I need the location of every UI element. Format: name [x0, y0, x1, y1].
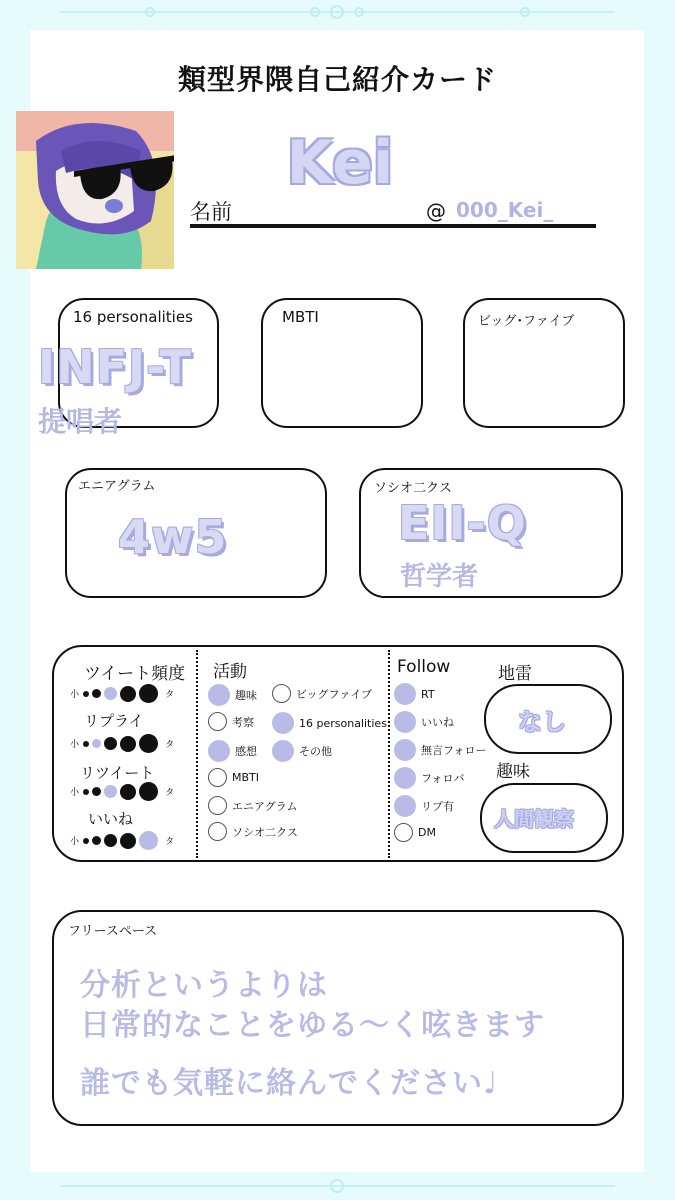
check-circle	[272, 684, 291, 703]
socionics-value: EII-Q	[398, 496, 527, 550]
check-circle	[208, 712, 227, 731]
twitter-handle: 000_Kei_	[456, 198, 554, 222]
check-circle	[208, 740, 230, 762]
hobby-value: 人間観察	[494, 807, 574, 831]
freq-low-label: 小	[70, 837, 80, 847]
freq-dot	[92, 739, 101, 748]
activity-item	[208, 822, 298, 841]
freq-high-label: タ	[165, 788, 175, 798]
freq-dot	[83, 838, 89, 844]
freq-low-label: 小	[70, 740, 80, 750]
personalities-sub: 提唱者	[38, 405, 123, 438]
follow-item-label: いいね	[421, 716, 454, 729]
check-circle	[394, 739, 416, 761]
freq-dot	[104, 834, 117, 847]
freq-dot	[104, 737, 117, 750]
free-text-line2: 日常的なことをゆる〜く呟きます	[80, 1008, 545, 1043]
freq-dot	[92, 836, 101, 845]
bigfive-label: ビッグ･ファイブ	[478, 314, 575, 329]
check-circle	[394, 767, 416, 789]
retweet-label: リツイート	[80, 764, 155, 782]
socionics-label: ソシオ二クス	[374, 481, 452, 496]
at-sign: @	[426, 199, 446, 223]
check-circle	[208, 768, 227, 787]
follow-item-label: 無言フォロー	[421, 744, 487, 757]
activity-item-label: ビッグファイブ	[296, 687, 373, 701]
freq-dot	[120, 736, 136, 752]
landmine-value: なし	[518, 708, 566, 736]
freq-scale-like	[70, 831, 174, 850]
sunglasses-icon	[72, 153, 174, 209]
personalities-label: 16 personalities	[73, 308, 193, 326]
check-circle	[394, 683, 416, 705]
activity-item	[208, 712, 254, 731]
freq-scale-reply	[70, 734, 174, 753]
divider-1	[196, 650, 198, 858]
check-circle	[394, 823, 413, 842]
top-ornament	[0, 0, 675, 28]
follow-item-label: フォロバ	[421, 772, 465, 785]
activity-item	[272, 712, 387, 734]
activity-item	[208, 796, 298, 815]
freq-high-label: タ	[165, 690, 175, 700]
activity-item-label: ソシオ二クス	[232, 825, 298, 839]
reply-label: リプライ	[84, 712, 144, 730]
socionics-sub: 哲学者	[400, 562, 479, 592]
freq-scale-tweet	[70, 684, 174, 703]
follow-item	[394, 795, 454, 817]
free-text-line1: 分析というよりは	[80, 968, 328, 1003]
freq-dot	[120, 686, 136, 702]
divider-2	[388, 650, 390, 858]
page-title: 類型界隈自己紹介カード	[177, 63, 497, 96]
follow-item	[394, 711, 454, 733]
follow-item-label: リプ有	[421, 800, 454, 813]
name-underline	[190, 224, 596, 228]
freq-low-label: 小	[70, 690, 80, 700]
follow-item-label: DM	[418, 826, 436, 839]
activity-item	[208, 768, 259, 787]
like-label: いいね	[88, 810, 134, 828]
follow-title: Follow	[397, 657, 451, 677]
check-circle	[208, 684, 230, 706]
freq-dot	[83, 789, 89, 795]
activity-item	[208, 740, 257, 762]
check-circle	[272, 740, 294, 762]
activity-item-label: MBTI	[232, 771, 260, 784]
enneagram-label: エニアグラム	[78, 479, 156, 494]
freq-low-label: 小	[70, 788, 80, 798]
freq-dot	[92, 787, 101, 796]
freq-dot	[92, 689, 101, 698]
freq-dot	[104, 687, 117, 700]
freq-dot	[139, 734, 158, 753]
activity-item-label: エニアグラム	[232, 799, 298, 813]
activity-item-label: 趣味	[235, 689, 257, 702]
name-label: 名前	[190, 200, 232, 224]
check-circle	[208, 822, 227, 841]
free-space-title: フリースペース	[68, 924, 158, 939]
freq-high-label: タ	[165, 837, 175, 847]
check-circle	[394, 711, 416, 733]
follow-item-label: RT	[421, 687, 435, 701]
follow-item	[394, 683, 435, 705]
freq-dot	[83, 741, 89, 747]
activity-item-label: 考察	[232, 715, 254, 729]
freq-dot	[139, 684, 158, 703]
activity-item-label: 16 personalities	[299, 716, 387, 730]
activity-item-label: その他	[299, 745, 332, 758]
activity-item	[272, 740, 332, 762]
free-text-line3: 誰でも気軽に絡んでください♩	[80, 1066, 499, 1101]
avatar	[16, 111, 174, 269]
follow-item	[394, 767, 464, 789]
enneagram-value: 4w5	[118, 510, 228, 564]
freq-dot	[120, 784, 136, 800]
check-circle	[208, 796, 227, 815]
bottom-ornament	[0, 1172, 675, 1200]
freq-dot	[104, 785, 117, 798]
activity-item	[272, 684, 372, 703]
check-circle	[272, 712, 294, 734]
freq-dot	[83, 691, 89, 697]
tweet-freq-title: ツイート頻度	[84, 664, 186, 684]
mbti-label: MBTI	[282, 308, 319, 326]
follow-item	[394, 823, 436, 842]
freq-high-label: タ	[165, 740, 175, 750]
freq-dot	[139, 831, 158, 850]
hobby-title: 趣味	[496, 762, 530, 782]
landmine-title: 地雷	[498, 664, 532, 684]
check-circle	[394, 795, 416, 817]
personalities-value: INFJ-T	[38, 340, 192, 394]
activity-item-label: 感想	[235, 745, 257, 758]
activity-title: 活動	[213, 662, 247, 682]
freq-dot	[120, 833, 136, 849]
freq-dot	[139, 782, 158, 801]
activity-item	[208, 684, 257, 706]
freq-scale-retweet	[70, 782, 174, 801]
name-value: Kei	[286, 128, 394, 198]
follow-item	[394, 739, 486, 761]
